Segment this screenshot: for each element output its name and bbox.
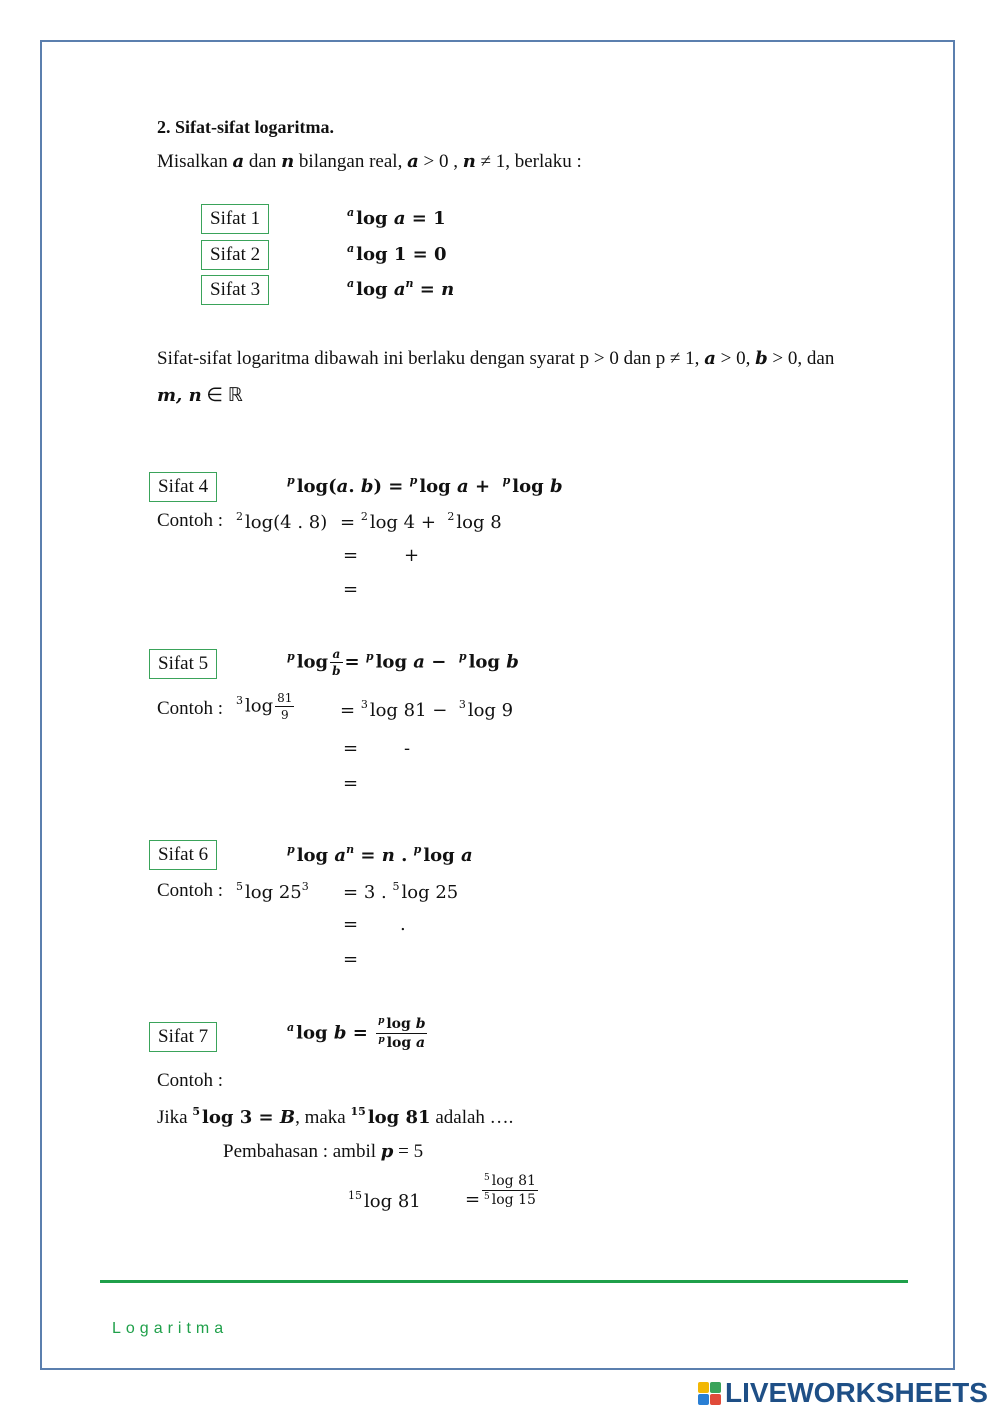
sifat-5-ex-a2: 9 [501, 700, 514, 721]
sifat-6-label: Sifat 6 [149, 840, 217, 870]
sifat-7-p-var: p [380, 1141, 394, 1162]
intro-text-b: dan [244, 151, 282, 172]
sifat-3-formula: $^a$ $\log a^n = n$ [347, 277, 455, 300]
sifat-7-maka: , maka [295, 1107, 351, 1128]
sifat-7-label: Sifat 7 [149, 1022, 217, 1052]
condition-vars-mn: m, n [157, 385, 202, 406]
sifat-7-den-arg: 15 [518, 1192, 536, 1208]
brand-name: LIVEWORKSHEETS [725, 1377, 988, 1408]
intro-text-a: Misalkan [157, 151, 233, 172]
sifat-2-base: a [347, 242, 355, 255]
sifat-7-maka-base: 15 [350, 1105, 366, 1118]
sifat-7-contoh: Contoh : [157, 1070, 223, 1091]
intro-text-d: > 0 , [418, 151, 463, 172]
condition-text-1: Sifat-sifat logaritma dibawah ini berlaku dengan syarat p > 0 dan p ≠ 1, [157, 348, 705, 369]
sifat-1-rhs: 1 [433, 208, 446, 229]
sifat-7-jika-arg: 3 [239, 1107, 253, 1128]
sifat-7-sol-arg: 81 [397, 1191, 421, 1212]
sifat-5-eq-1: = [340, 700, 356, 721]
sifat-4-plus: + [404, 545, 420, 566]
sifat-7-jika: Jika [157, 1107, 193, 1128]
sifat-7-solution-eq: = [465, 1189, 481, 1210]
sifat-7-num-base: 5 [484, 1173, 490, 1183]
condition-var-a: a [704, 348, 716, 369]
sifat-4-eq-2: = [343, 545, 359, 566]
condition-var-b: b [755, 348, 768, 369]
liveworksheets-logo [698, 1378, 988, 1408]
sifat-3-arg: a [393, 279, 406, 300]
sifat-7-maka-arg: 81 [405, 1107, 431, 1128]
footer-title: Logaritma [112, 1320, 229, 1337]
sifat-4-label: Sifat 4 [149, 472, 217, 502]
sifat-5-label: Sifat 5 [149, 649, 217, 679]
sifat-7-pembahasan [223, 1141, 423, 1163]
sifat-7-num-arg: 81 [518, 1173, 536, 1189]
sifat-7-question: Jika $^5$ log 3 = B, maka $^{15}$ log 81 adalah …. [157, 1105, 514, 1128]
sifat-7-solution-lhs: $^{15}$ log 81 [348, 1189, 421, 1212]
sifat-5-formula: $^p$ log $\frac{a}{b}$ = $^p$ log a − $^p$ log b [287, 647, 519, 678]
sifat-7-jika-rhs: B [279, 1107, 296, 1128]
condition-text-3: > 0, dan [767, 348, 835, 369]
sifat-6-example-rhs: = 3 . $^5$ log 25 [343, 880, 459, 903]
sifat-3-rhs: n [441, 279, 455, 300]
sifat-5-ex-b1: 3 [360, 698, 368, 711]
sifat-4-eq-1: = [340, 512, 356, 533]
sifat-4-ex-a1: 4 [403, 512, 416, 533]
sifat-4-ex-a2: 8 [490, 512, 502, 533]
sifat-6-ex-a1: 25 [435, 882, 459, 903]
intro-text-c: bilangan real, [294, 151, 408, 172]
condition-line-1 [157, 348, 834, 370]
sifat-6-eq-1: = [343, 882, 359, 903]
sifat-6-ex-b1: 5 [392, 880, 400, 893]
intro-var-a: a [232, 151, 245, 172]
sifat-4-formula: $^p$ log(a. b) = $^p$ log a + $^p$ log b [287, 474, 563, 497]
section-title: 2. Sifat-sifat logaritma. [157, 117, 334, 137]
sifat-6-ex-pow: 3 [301, 880, 309, 893]
sifat-3-base: a [347, 277, 355, 290]
brand-grid-icon [698, 1382, 721, 1405]
condition-text-2: > 0, [715, 348, 756, 369]
condition-set: ∈ ℝ [201, 385, 243, 406]
intro-text-e: ≠ 1, berlaku : [475, 151, 582, 172]
sifat-5-ex-num: 81 [277, 691, 293, 705]
sifat-1-base: a [347, 206, 355, 219]
sifat-5-minus: - [404, 738, 411, 759]
sifat-7-adalah: adalah …. [430, 1107, 514, 1128]
sifat-6-ex-base: 5 [236, 880, 243, 893]
sifat-7-sol-base: 15 [348, 1189, 362, 1202]
sifat-6-example: $^5$ $\log 25^3$ [236, 880, 309, 903]
sifat-5-example-rhs: = $^3$ log 81 − $^3$ log 9 [340, 698, 514, 721]
sifat-5-contoh: Contoh : [157, 698, 223, 719]
sifat-4-ex-base: 2 [236, 510, 243, 523]
sifat-2-arg: 1 [393, 244, 407, 265]
sifat-7-pembahasan-text: Pembahasan : ambil [223, 1141, 381, 1162]
sifat-4-ex-b2: 2 [447, 510, 455, 523]
sifat-6-ex-coef: 3 . [363, 882, 387, 903]
sifat-4-example-rhs: = $^2$ log 4 + $^2$ log 8 [340, 510, 502, 533]
sifat-4-ex-arg: (4 . 8) [273, 512, 328, 533]
sifat-1-label: Sifat 1 [201, 204, 269, 234]
sifat-1-formula: $^a$ log a = 1 [347, 206, 446, 229]
footer-divider [100, 1280, 908, 1283]
sifat-6-contoh: Contoh : [157, 880, 223, 901]
sifat-4-contoh: Contoh : [157, 510, 223, 531]
sifat-6-formula: $^p$ $\log a^n = n$ . $^p$ log a [287, 843, 473, 866]
sifat-3-pow: n [405, 277, 414, 290]
sifat-6-eq-3: = [343, 949, 359, 970]
sifat-6-dot: . [400, 914, 406, 935]
sifat-7-p-val: = 5 [393, 1141, 424, 1162]
sifat-2-formula: $^a$ log 1 = 0 [347, 242, 447, 265]
intro-var-n: n [281, 151, 295, 172]
sifat-5-ex-base: 3 [236, 693, 243, 707]
sifat-6-eq-2: = [343, 914, 359, 935]
sifat-3-label: Sifat 3 [201, 275, 269, 305]
sifat-7-den-base: 5 [484, 1192, 490, 1202]
sifat-5-eq-3: = [343, 773, 359, 794]
sifat-2-label: Sifat 2 [201, 240, 269, 270]
sifat-4-eq-3: = [343, 579, 359, 600]
sifat-4-example: $^2$ log(4 . 8) [236, 510, 328, 533]
sifat-5-ex-b2: 3 [458, 698, 466, 711]
sifat-5-ex-a1: 81 [403, 700, 427, 721]
sifat-5-ex-den: 9 [280, 708, 289, 722]
sifat-4-ex-b1: 2 [360, 510, 368, 523]
sifat-1-arg: a [393, 208, 406, 229]
sifat-6-ex-arg: 25 [278, 882, 302, 903]
sifat-7-formula: $^a$ log b = $\frac{^p \log b}{^p \log a}$ [287, 1016, 426, 1051]
sifat-7-solution-frac: $\frac{^5 \log 81}{^5 \log 15}$ [484, 1173, 536, 1208]
sifat-5-eq-2: = [343, 738, 359, 759]
sifat-5-example: $^3$ log $\frac{81}{9}$ [236, 691, 293, 722]
intro-var-a2: a [407, 151, 419, 172]
intro-var-n2: n [462, 151, 476, 172]
condition-line-2 [157, 384, 243, 407]
sifat-2-rhs: 0 [434, 244, 447, 265]
intro-line [157, 151, 582, 173]
sifat-7-jika-base: 5 [192, 1105, 201, 1118]
